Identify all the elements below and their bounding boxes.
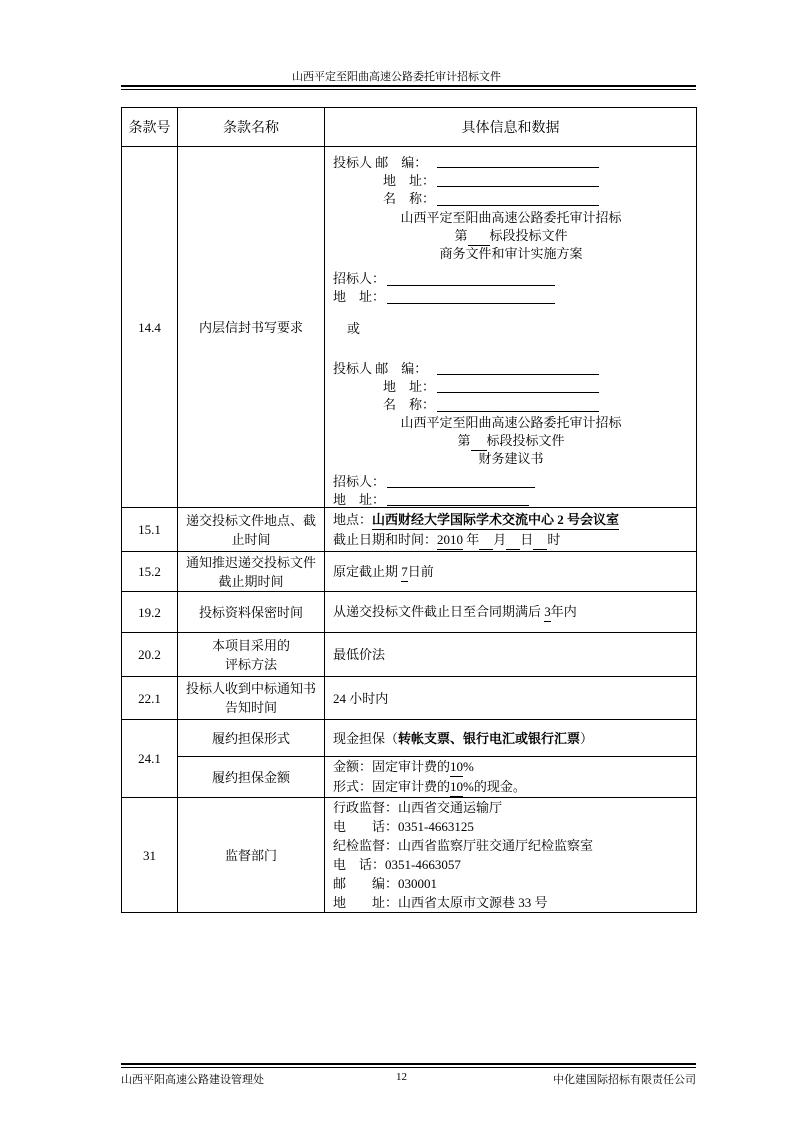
clause-name: 履约担保形式 [178,720,325,757]
table-row [122,592,697,633]
text: 山西平定至阳曲高速公路委托审计招标 [400,210,622,225]
text: 第 标段投标文件 [325,431,697,451]
blank [437,392,599,393]
text: 纪检监督：山西省监察厅驻交通厅纪检监察室 [333,838,594,853]
text: 地 址： [333,492,386,507]
blank [437,205,599,206]
clause-value: 金额：固定审计费的10% 形式：固定审计费的10%的现金。 [325,757,697,798]
clause-no: 19.2 [122,592,178,633]
blank [437,374,599,375]
table-row [122,798,697,913]
text: 地 址： [383,379,436,394]
page-header: 山西平定至阳曲高速公路委托审计招标文件 [292,71,501,83]
clause-name: 投标资料保密时间 [178,592,325,633]
text: 名 称： [383,397,436,412]
clause-name: 投标人收到中标通知书告知时间 [178,677,325,720]
footer-right: 中化建国际招标有限责任公司 [553,1074,696,1086]
text: 电 话：0351-4663125 [333,819,474,834]
clause-name: 内层信封书写要求 [178,147,325,508]
text: 商务文件和审计实施方案 [439,246,583,261]
clause-no: 22.1 [122,677,178,720]
clause-name: 履约担保金额 [178,757,325,798]
text: 地 址：山西省太原市文源巷 33 号 [333,895,548,910]
table-row [122,147,697,508]
clause-value: 最低价法 [325,633,697,677]
col-header: 条款名称 [178,108,325,147]
clause-table [121,107,697,913]
blank [437,411,599,412]
clause-no: 31 [122,798,178,913]
text: 地 址： [383,173,436,188]
col-header: 具体信息和数据 [325,108,697,147]
footer-rule [121,1063,696,1068]
blank [387,487,535,488]
footer-left: 山西平阳高速公路建设管理处 [121,1074,264,1086]
blank [387,303,555,304]
clause-no: 14.4 [122,147,178,508]
table-row [122,677,697,720]
text: 投标人 邮 编： [333,361,428,376]
text: 地 址： [333,289,386,304]
text: 或 [347,321,361,336]
clause-no: 15.1 [122,508,178,552]
clause-no: 20.2 [122,633,178,677]
clause-value: 从递交投标文件截止日至合同期满后 3年内 [325,592,697,633]
table-row [122,508,697,552]
text: 财务建议书 [478,451,544,466]
blank [387,285,555,286]
blank [437,167,599,168]
table-row [122,552,697,592]
clause-value: 地点：山西财经大学国际学术交流中心 2 号会议室 截止日期和时间：2010 年 月 日 时 [325,508,697,552]
table-header-row [122,108,697,147]
text: 名 称： [383,191,436,206]
clause-name: 递交投标文件地点、截止时间 [178,508,325,552]
text: 第 标段投标文件 [325,226,697,246]
text: 邮 编：030001 [333,876,438,891]
text: 招标人： [333,271,386,286]
clause-value: 现金担保（转帐支票、银行电汇或银行汇票） [325,720,697,757]
table-row [122,720,697,757]
clause-value [325,147,697,508]
header-rule [121,85,696,90]
blank [387,505,529,506]
col-header: 条款号 [122,108,178,147]
clause-no: 15.2 [122,552,178,592]
clause-value: 原定截止期 7日前 [325,552,697,592]
clause-no: 24.1 [122,720,178,798]
table-row [122,633,697,677]
text: 投标人 邮 编： [333,155,428,170]
clause-value: 24 小时内 [325,677,697,720]
blank [437,186,599,187]
text: 招标人： [333,474,386,489]
page-number: 12 [396,1071,407,1083]
clause-value [325,798,697,913]
clause-name: 监督部门 [178,798,325,913]
text: 行政监督：山西省交通运输厅 [333,800,503,815]
text: 电 话：0351-4663057 [333,857,461,872]
clause-name: 本项目采用的评标方法 [178,633,325,677]
table-row [122,757,697,798]
text: 山西平定至阳曲高速公路委托审计招标 [400,415,622,430]
clause-name: 通知推迟递交投标文件截止期时间 [178,552,325,592]
